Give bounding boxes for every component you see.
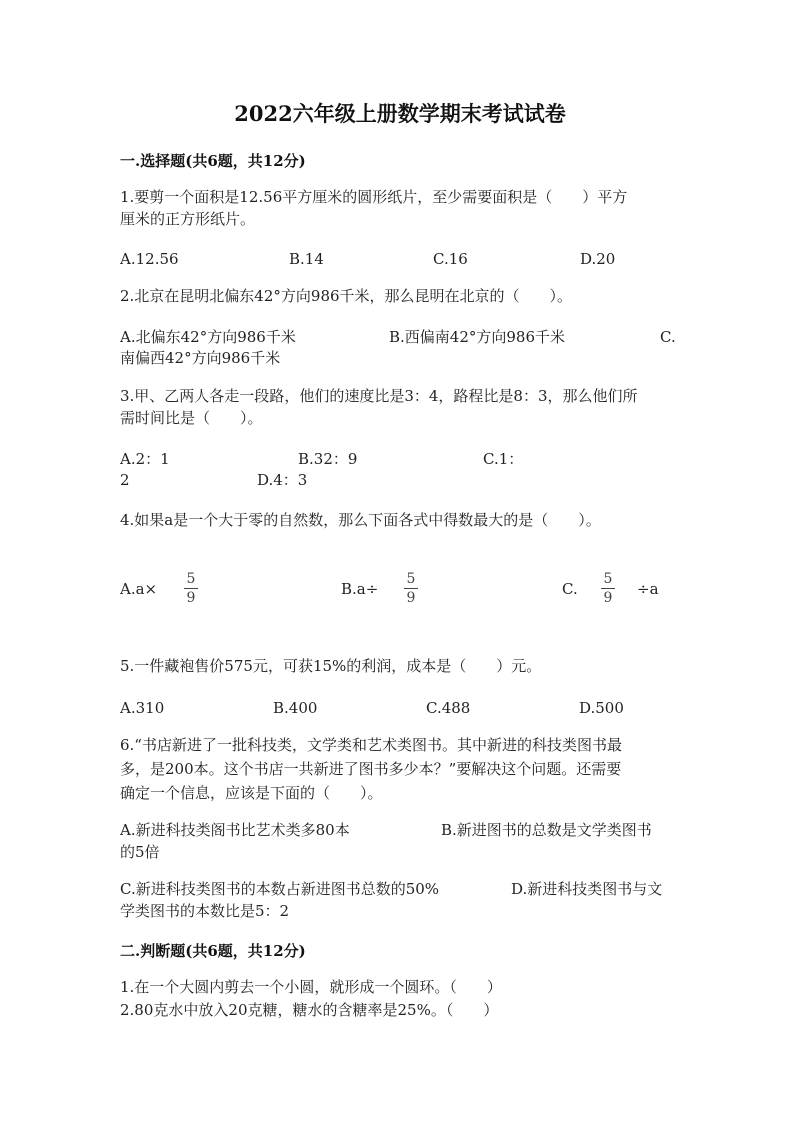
question-3-option-c: 2	[120, 471, 130, 489]
question-5-option-d: D.500	[579, 699, 624, 717]
question-3-option-d: D.4：3	[257, 471, 308, 489]
question-1-option-b: B.14	[289, 250, 324, 268]
question-6-text-cont-2: 确定一个信息，应该是下面的（ ）。	[120, 784, 383, 802]
question-4-option-b-fraction	[403, 571, 419, 606]
question-1-text: 1.要剪一个面积是12.56平方厘米的圆形纸片，至少需要面积是（ ）平方	[120, 188, 628, 206]
question-1-option-c: C.16	[433, 250, 468, 268]
question-4-option-c-fraction	[600, 571, 616, 606]
question-6-text: 6.“书店新进了一批科技类，文学类和艺术类图书。其中新进的科技类图书最	[120, 736, 622, 754]
question-2-option-c: 南偏西42°方向986千米	[120, 349, 281, 367]
exam-title: 2022六年级上册数学期末考试试卷	[234, 101, 566, 126]
fraction-bar	[601, 588, 615, 589]
fraction-denominator: 9	[406, 590, 416, 606]
question-6-option-b-cont: 的5倍	[120, 843, 160, 861]
judgement-question-1: 1.在一个大圆内剪去一个小圆，就形成一个圆环。（ ）	[120, 978, 502, 996]
question-6-option-a: A.新进科技类阁书比艺术类多80本	[120, 821, 350, 839]
question-2-text: 2.北京在昆明北偏东42°方向986千米，那么昆明在北京的（ ）。	[120, 287, 573, 305]
question-4-option-a-fraction	[183, 571, 199, 606]
question-1-option-d: D.20	[580, 250, 616, 268]
question-1-text-cont: 厘米的正方形纸片。	[120, 210, 256, 228]
question-6-text-cont: 多，是200本。这个书店一共新进了图书多少本？”要解决这个问题。还需要	[120, 760, 622, 778]
fraction-bar	[404, 588, 418, 589]
question-5-option-a: A.310	[120, 699, 165, 717]
fraction-bar	[184, 588, 198, 589]
question-3-text: 3.甲、乙两人各走一段路，他们的速度比是3：4，路程比是8：3，那么他们所	[120, 387, 638, 405]
question-6-option-b: B.新进图书的总数是文学类图书	[441, 821, 652, 839]
question-2-option-c-label: C.	[660, 328, 676, 346]
fraction-denominator: 9	[603, 590, 613, 606]
fraction-numerator: 5	[186, 571, 196, 587]
section-heading-judgement: 二.判断题(共6题，共12分)	[120, 942, 306, 960]
judgement-question-2: 2.80克水中放入20克糖，糖水的含糖率是25%。（ ）	[120, 1001, 499, 1019]
question-4-text: 4.如果a是一个大于零的自然数，那么下面各式中得数最大的是（ ）。	[120, 511, 601, 529]
question-4-option-a-label: A.a×	[120, 580, 158, 598]
question-4-option-c-label: C.	[562, 580, 578, 598]
fraction-denominator: 9	[186, 590, 196, 606]
question-2-option-a: A.北偏东42°方向986千米	[120, 328, 296, 346]
question-6-option-d-cont: 学类图书的本数比是5：2	[120, 902, 290, 920]
section-heading-choice: 一.选择题(共6题，共12分)	[120, 152, 306, 170]
question-3-option-b: B.32：9	[298, 450, 358, 468]
question-3-option-a: A.2：1	[120, 450, 170, 468]
question-5-option-c: C.488	[426, 699, 471, 717]
fraction-numerator: 5	[406, 571, 416, 587]
fraction-numerator: 5	[603, 571, 613, 587]
question-5-text: 5.一件藏袍售价575元，可获15%的利润，成本是（ ）元。	[120, 657, 542, 675]
question-6-option-c: C.新进科技类图书的本数占新进图书总数的50%	[120, 880, 440, 898]
question-3-option-c-label: C.1：	[483, 450, 524, 468]
question-4-option-c-suffix: ÷a	[637, 580, 659, 598]
question-3-text-cont: 需时间比是（ ）。	[120, 409, 263, 427]
question-6-option-d: D.新进科技类图书与文	[511, 880, 663, 898]
question-5-option-b: B.400	[273, 699, 318, 717]
question-1-option-a: A.12.56	[120, 250, 179, 268]
question-4-option-b-label: B.a÷	[341, 580, 379, 598]
question-2-option-b: B.西偏南42°方向986千米	[389, 328, 566, 346]
